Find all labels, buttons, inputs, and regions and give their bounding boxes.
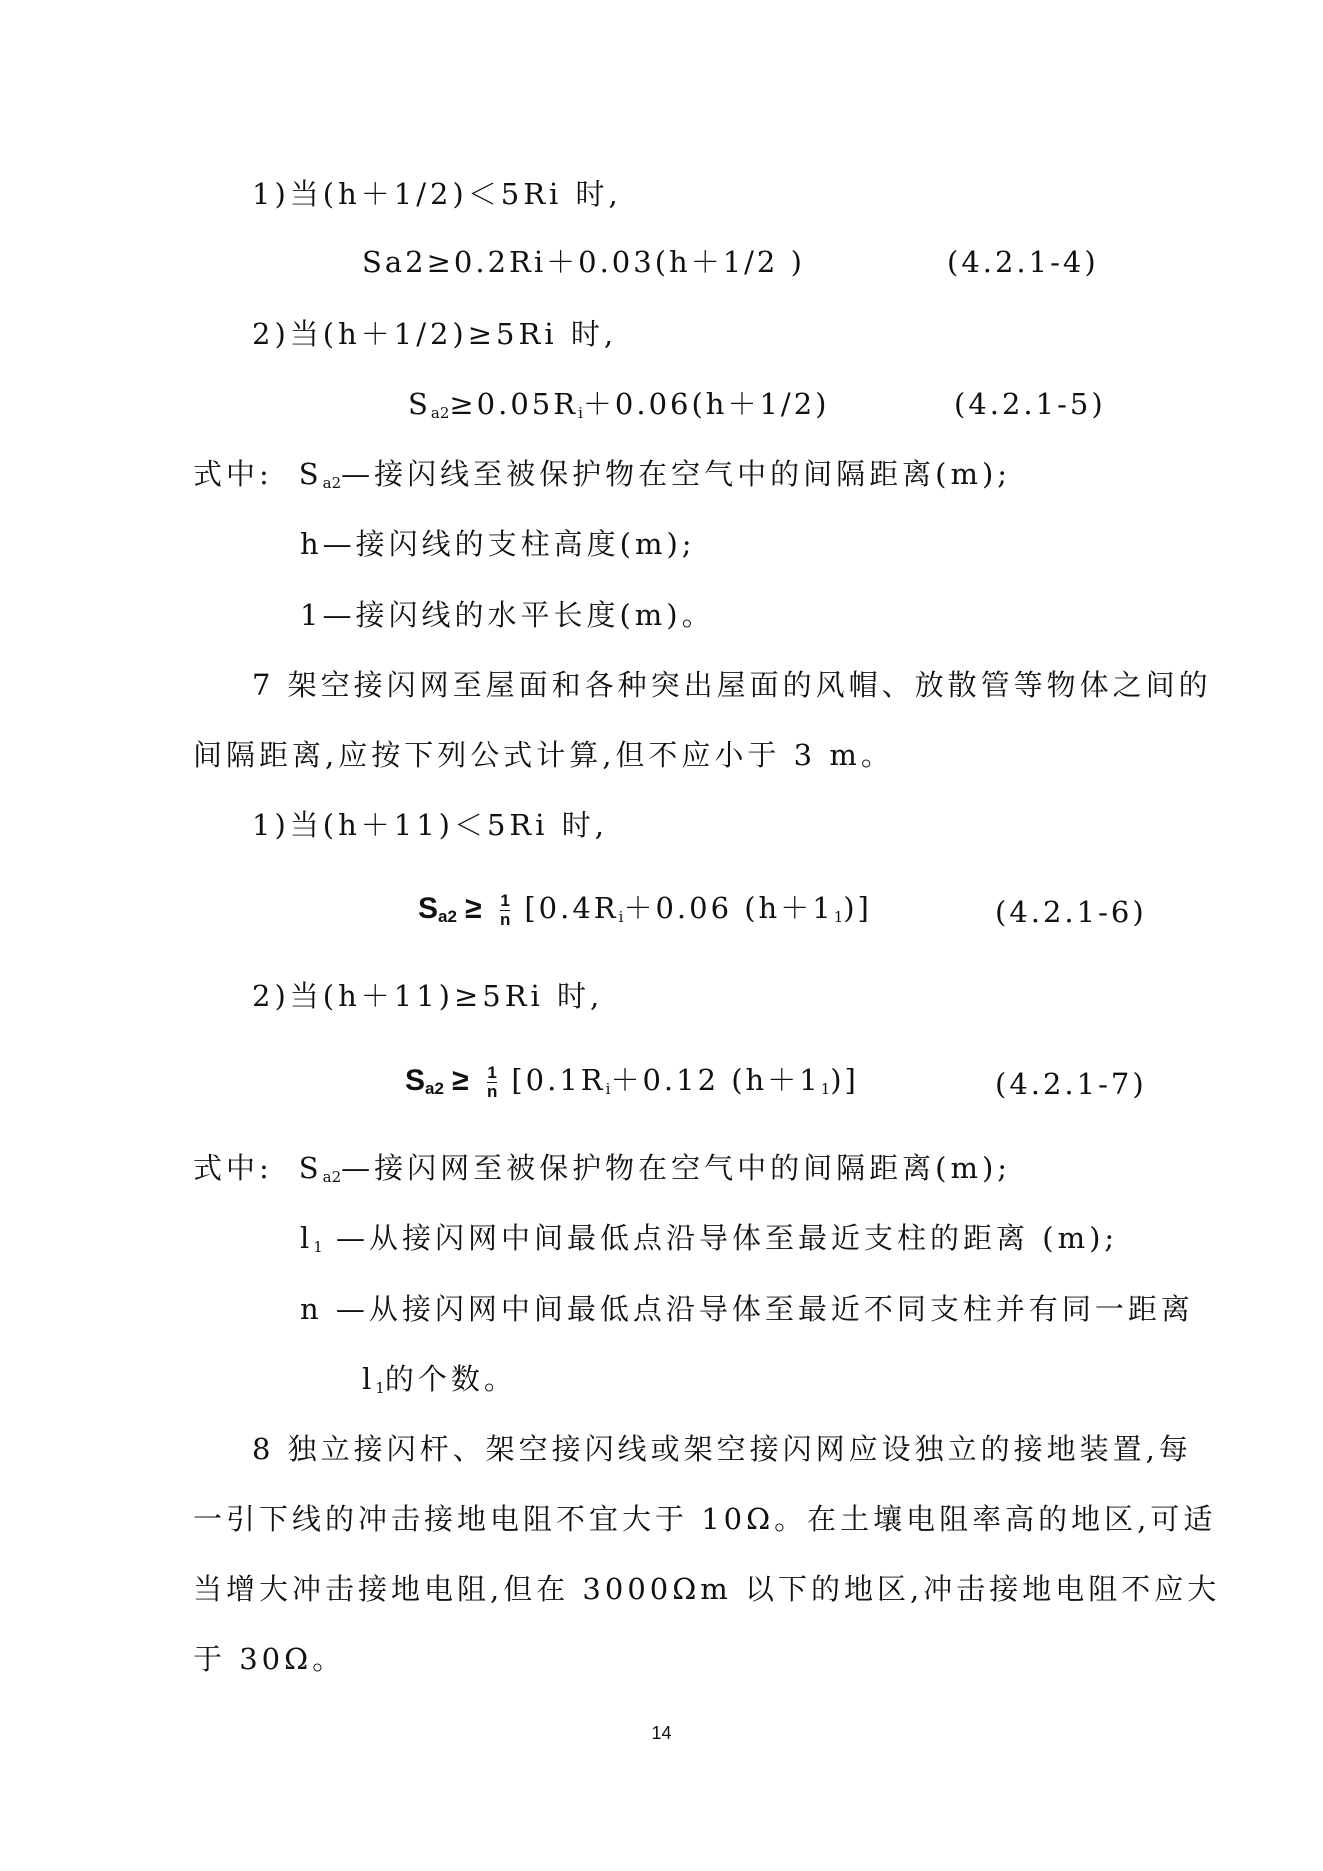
- condition-4: 2)当(h＋11)≥5Ri 时,: [252, 979, 604, 1013]
- where-clause-1: 式中: $S_{a2}—$接闪线至被保护物在空气中的间隔距离(m);: [193, 457, 1012, 492]
- formula-4-2-1-4: Sa2≥0.2Ri＋0.03(h＋1/2 ): [362, 245, 805, 279]
- condition-3: 1)当(h＋11)＜5Ri 时,: [252, 808, 608, 842]
- equation-number-7: (4.2.1-7): [995, 1067, 1147, 1101]
- equation-number-5: (4.2.1-5): [954, 387, 1106, 421]
- definition-n-cont: $l_1$的个数。: [362, 1362, 517, 1397]
- clause-8-line-1: 8 独立接闪杆、架空接闪线或架空接闪网应设独立的接地装置,每: [252, 1432, 1192, 1466]
- definition-l: 1—接闪线的水平长度(m)。: [300, 598, 715, 632]
- clause-8-line-2: 一引下线的冲击接地电阻不宜大于 10Ω。在土壤电阻率高的地区,可适: [193, 1502, 1217, 1536]
- definition-n: n —从接闪网中间最低点沿导体至最近不同支柱并有同一距离: [300, 1292, 1194, 1326]
- equation-number-4: (4.2.1-4): [947, 245, 1099, 279]
- clause-7-line-2: 间隔距离,应按下列公式计算,但不应小于 3 m。: [193, 738, 894, 772]
- formula-4-2-1-5: $S_{a2}\ge 0.05R_i+0.06(h+1/2)$: [408, 387, 830, 422]
- definition-h: h—接闪线的支柱高度(m);: [300, 527, 696, 561]
- formula-4-2-1-7: $S_{a2}$ ≥ $\frac{1}{n}$ [$0.1R_i+0.12$ $(h+1_1)$]: [405, 1062, 859, 1101]
- where-clause-2: 式中: $S_{a2}—$接闪网至被保护物在空气中的间隔距离(m);: [193, 1151, 1012, 1186]
- equation-number-6: (4.2.1-6): [995, 895, 1147, 929]
- definition-l1: $l_1$ —从接闪网中间最低点沿导体至最近支柱的距离 (m);: [300, 1221, 1119, 1256]
- condition-2: 2)当(h＋1/2)≥5Ri 时,: [252, 317, 618, 351]
- clause-8-line-4: 于 30Ω。: [193, 1642, 346, 1676]
- formula-4-2-1-6: $S_{a2}$ ≥ $\frac{1}{n}$ [$0.4R_i+0.06$ $(h+1_1)$]: [418, 890, 872, 929]
- fraction-1-over-n: $\frac{1}{n}$: [499, 890, 511, 929]
- clause-8-line-3: 当增大冲击接地电阻,但在 3000Ωm 以下的地区,冲击接地电阻不应大: [193, 1572, 1221, 1606]
- page-number: 14: [651, 1723, 672, 1743]
- fraction-1-over-n: $\frac{1}{n}$: [486, 1062, 498, 1101]
- condition-1: 1)当(h＋1/2)＜5Ri 时,: [252, 177, 622, 211]
- clause-7-line-1: 7 架空接闪网至屋面和各种突出屋面的风帽、放散管等物体之间的: [252, 668, 1212, 702]
